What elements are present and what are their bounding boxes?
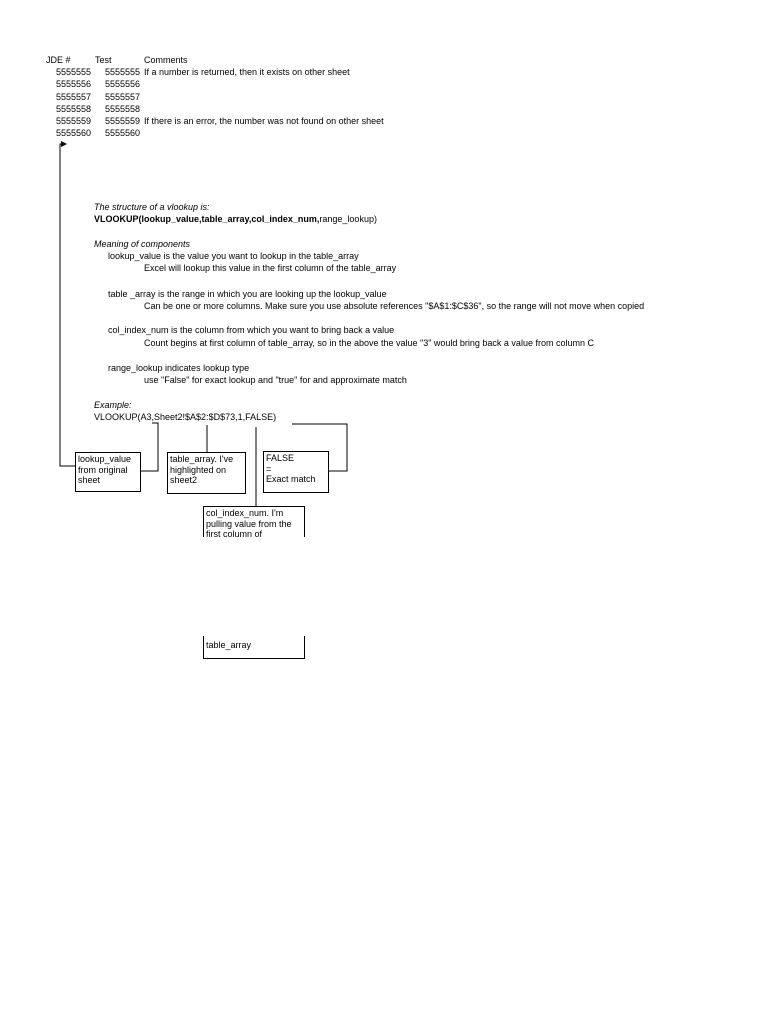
test-cell: 5555556 bbox=[104, 79, 140, 89]
comment-cell: If there is an error, the number was not found on other sheet bbox=[144, 116, 384, 126]
jde-cell: 5555560 bbox=[55, 128, 91, 138]
callout-line: FALSE bbox=[266, 453, 295, 463]
header-test: Test bbox=[95, 55, 112, 65]
jde-cell: 5555558 bbox=[55, 104, 91, 114]
callout-line: table_array bbox=[206, 640, 252, 650]
callout-line: pulling value from the bbox=[206, 518, 292, 529]
header-jde: JDE # bbox=[46, 55, 71, 65]
jde-cell: 5555559 bbox=[55, 116, 91, 126]
component-detail: Count begins at first column of table_array, so in the above the value "3" would bring back a value from column C bbox=[144, 338, 594, 348]
structure-formula bbox=[94, 214, 377, 225]
formula-bold-part: VLOOKUP(lookup_value,table_array,col_index_num, bbox=[94, 214, 320, 224]
meaning-heading: Meaning of components bbox=[94, 239, 191, 249]
component-term: col_index_num is the column from which you want to bring back a value bbox=[108, 325, 395, 335]
component-detail: Can be one or more columns. Make sure you use absolute references "$A$1:$C$36", so the range will not move when copied bbox=[144, 301, 645, 311]
component-term: range_lookup indicates lookup type bbox=[108, 363, 250, 373]
callout-line: highlighted on bbox=[170, 464, 227, 475]
callout-false bbox=[263, 451, 329, 493]
test-cell: 5555559 bbox=[104, 116, 140, 126]
test-cell: 5555558 bbox=[104, 104, 140, 114]
structure-heading: The structure of a vlookup is: bbox=[94, 202, 210, 212]
component-term: table _array is the range in which you are looking up the lookup_value bbox=[108, 289, 387, 299]
callout-line: from original bbox=[78, 464, 128, 475]
callout-line: = bbox=[266, 463, 272, 474]
jde-cell: 5555555 bbox=[55, 67, 91, 77]
callout-line: lookup_value bbox=[78, 454, 132, 464]
arrow-to-lookup-cell bbox=[60, 144, 76, 466]
component-detail: use "False" for exact lookup and "true" for and approximate match bbox=[144, 375, 407, 385]
callout-line: first column of bbox=[206, 529, 263, 537]
callout-line: sheet bbox=[78, 475, 101, 485]
test-cell: 5555555 bbox=[104, 67, 140, 77]
callout-table-array-small bbox=[203, 636, 305, 659]
callout-col-index bbox=[203, 506, 305, 537]
component-term: lookup_value is the value you want to lookup in the table_array bbox=[108, 251, 359, 261]
test-cell: 5555560 bbox=[104, 128, 140, 138]
formula-rest-part: range_lookup) bbox=[319, 214, 377, 224]
component-detail: Excel will lookup this value in the first column of the table_array bbox=[144, 263, 397, 273]
callout-table-array bbox=[167, 452, 246, 494]
example-heading: Example: bbox=[94, 400, 132, 410]
jde-cell: 5555557 bbox=[55, 92, 91, 102]
callout-line: sheet2 bbox=[170, 475, 198, 485]
callout-line: Exact match bbox=[266, 474, 316, 484]
callout-line: table_array. I've bbox=[170, 454, 234, 464]
callout-line: col_index_num. I'm bbox=[206, 508, 284, 518]
test-cell: 5555557 bbox=[104, 92, 140, 102]
header-comments: Comments bbox=[144, 55, 188, 65]
bracket-lookup-value bbox=[140, 423, 158, 471]
comment-cell: If a number is returned, then it exists on other sheet bbox=[144, 67, 350, 77]
jde-cell: 5555556 bbox=[55, 79, 91, 89]
example-formula: VLOOKUP(A3,Sheet2!$A$2:$D$73,1,FALSE) bbox=[94, 412, 277, 422]
callout-lookup-value bbox=[75, 452, 141, 492]
